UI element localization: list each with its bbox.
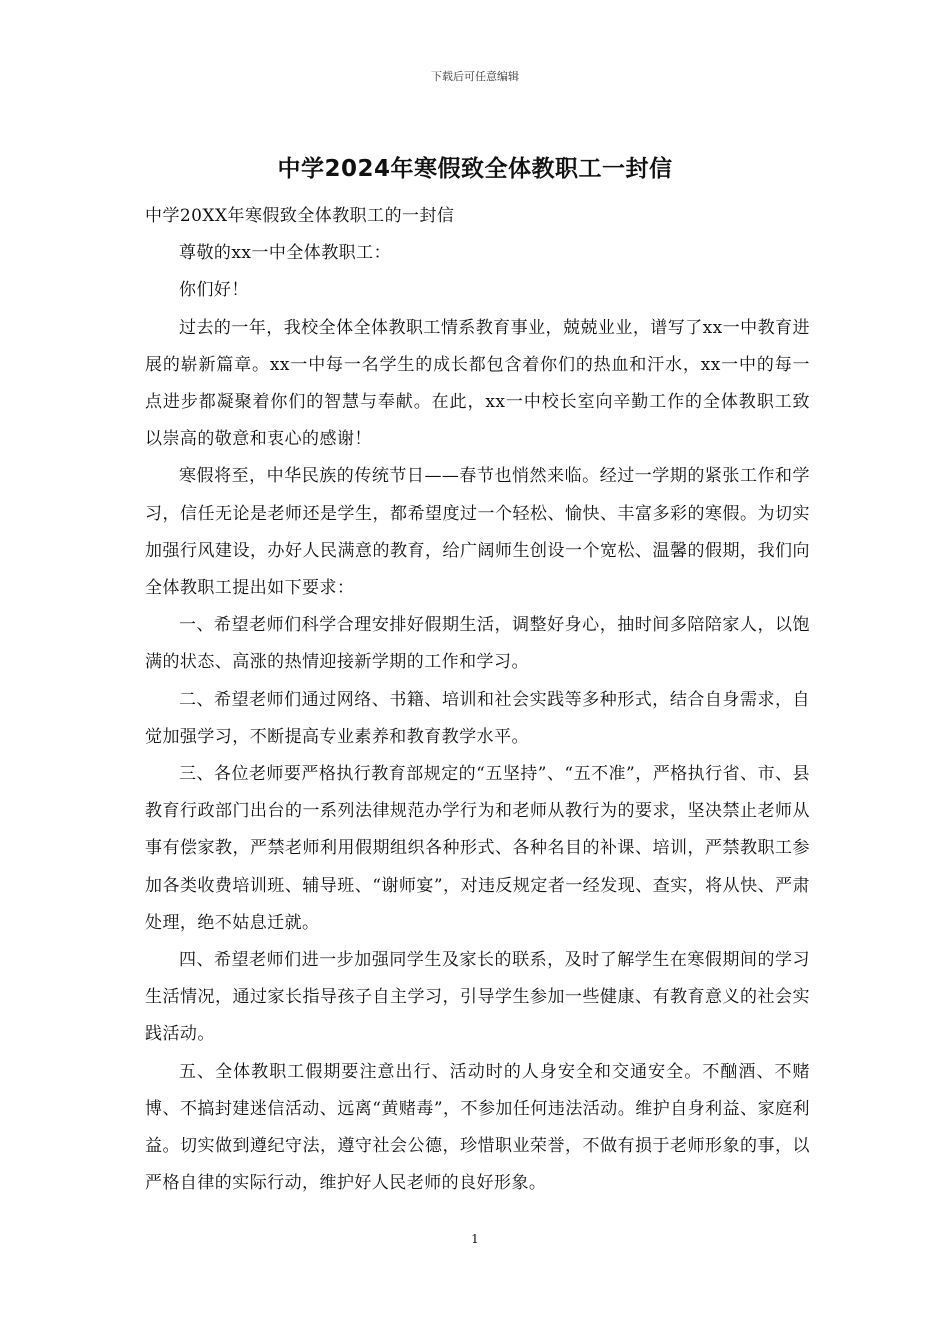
paragraph: 四、希望老师们进一步加强同学生及家长的联系，及时了解学生在寒假期间的学习生活情况，通过家长指导孩子自主学习，引导学生参加一些健康、有教育意义的社会实践活动。 — [145, 950, 810, 1045]
letter-subtitle: 中学20XX年寒假致全体教职工的一封信 — [145, 206, 455, 226]
page-number: 1 — [471, 1232, 479, 1246]
page-title: 中学2024年寒假致全体教职工一封信 — [277, 156, 673, 182]
salutation: 尊敬的xx一中全体教职工： — [179, 243, 392, 264]
paragraph: 一、希望老师们科学合理安排好假期生活，调整好身心，抽时间多陪陪家人，以饱满的状态、高涨的热情迎接新学期的工作和学习。 — [145, 615, 810, 673]
greeting: 你们好！ — [179, 280, 249, 301]
paragraph: 过去的一年，我校全体全体教职工情系教育事业，兢兢业业，谱写了xx一中教育进展的崭新篇章。xx一中每一名学生的成长都包含着你们的热血和汗水，xx一中的每一点进步都凝聚着你们的智慧与奉献。在此，xx一中校长室向辛勤工作的全体教职工致以崇高的敬意和衷心的感谢！ — [145, 317, 810, 450]
paragraph: 五、全体教职工假期要注意出行、活动时的人身安全和交通安全。不酗酒、不赌博、不搞封建迷信活动、远离“黄赌毒”，不参加任何违法活动。维护自身利益、家庭利益。切实做到遵纪守法，遵守社会公德，珍惜职业荣誉，不做有损于老师形象的事，以严格自律的实际行动，维护好人民老师的良好形象。 — [145, 1061, 810, 1194]
paragraph: 寒假将至，中华民族的传统节日——春节也悄然来临。经过一学期的紧张工作和学习，信任无论是老师还是学生，都希望度过一个轻松、愉快、丰富多彩的寒假。为切实加强行风建设，办好人民满意的教育，给广阔师生创设一个宽松、温馨的假期，我们向全体教职工提出如下要求： — [145, 466, 810, 599]
header-note: 下载后可任意编辑 — [431, 70, 519, 83]
paragraph: 二、希望老师们通过网络、书籍、培训和社会实践等多种形式，结合自身需求，自觉加强学习，不断提高专业素养和教育教学水平。 — [145, 689, 810, 747]
paragraph: 三、各位老师要严格执行教育部规定的“五坚持”、“五不准”，严格执行省、市、县教育行政部门出台的一系列法律规范办学行为和老师从教行为的要求，坚决禁止老师从事有偿家教，严禁老师利用假期组织各种形式、各种名目的补课、培训，严禁教职工参加各类收费培训班、辅导班、“谢师宴”，对违反规定者一经发现、查实，将从快、严肃处理，绝不姑息迁就。 — [145, 764, 810, 933]
letter-body — [145, 198, 810, 1202]
